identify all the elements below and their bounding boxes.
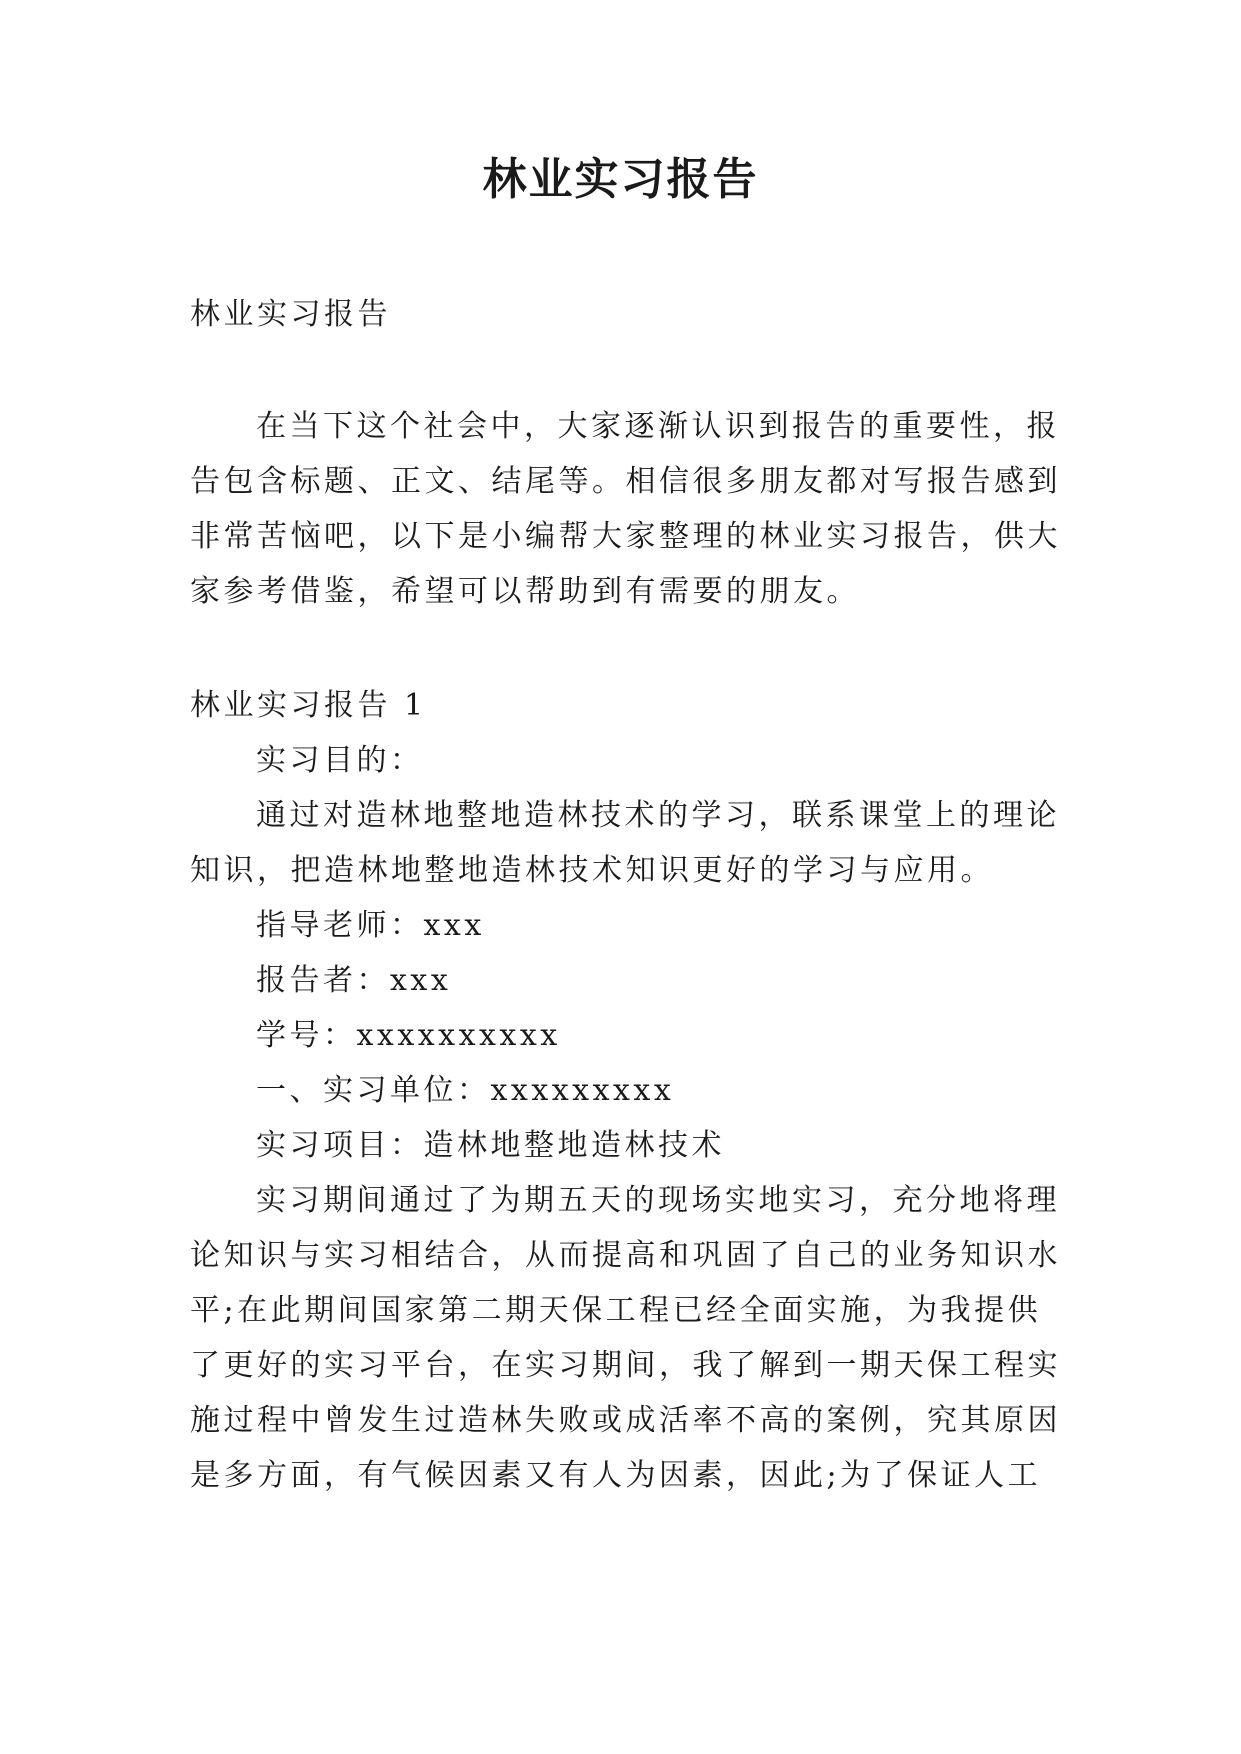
project-field: 实习项目：造林地整地造林技术 (256, 1128, 725, 1163)
purpose-line: 知识，把造林地整地造林技术知识更好的学习与应用。 (190, 853, 994, 888)
reporter-field: 报告者：xxx (256, 963, 452, 998)
document-title: 林业实习报告 (482, 154, 759, 205)
body-line: 是多方面，有气候因素又有人为因素，因此;为了保证人工 (190, 1458, 1042, 1493)
purpose-line: 通过对造林地整地造林技术的学习，联系课堂上的理论 (256, 798, 1060, 833)
intro-line: 非常苦恼吧，以下是小编帮大家整理的林业实习报告，供大 (190, 519, 1061, 554)
body-line: 了更好的实习平台，在实习期间，我了解到一期天保工程实 (190, 1348, 1061, 1383)
body-line: 平;在此期间国家第二期天保工程已经全面实施，为我提供 (190, 1293, 1042, 1328)
body-line: 论知识与实习相结合，从而提高和巩固了自己的业务知识水 (190, 1238, 1061, 1273)
intro-line: 在当下这个社会中，大家逐渐认识到报告的重要性，报 (256, 409, 1060, 444)
purpose-label: 实习目的： (256, 743, 424, 778)
section-heading: 林业实习报告 1 (190, 688, 427, 723)
unit-field: 一、实习单位：xxxxxxxxx (256, 1073, 675, 1108)
intro-line: 告包含标题、正文、结尾等。相信很多朋友都对写报告感到 (190, 464, 1061, 499)
body-line: 施过程中曾发生过造林失败或成活率不高的案例，究其原因 (190, 1403, 1061, 1438)
intro-line: 家参考借鉴，希望可以帮助到有需要的朋友。 (190, 574, 860, 609)
document-subtitle: 林业实习报告 (190, 297, 391, 332)
teacher-field: 指导老师：xxx (256, 908, 485, 943)
body-line: 实习期间通过了为期五天的现场实地实习，充分地将理 (256, 1183, 1060, 1218)
student-id-field: 学号：xxxxxxxxxx (256, 1018, 561, 1053)
